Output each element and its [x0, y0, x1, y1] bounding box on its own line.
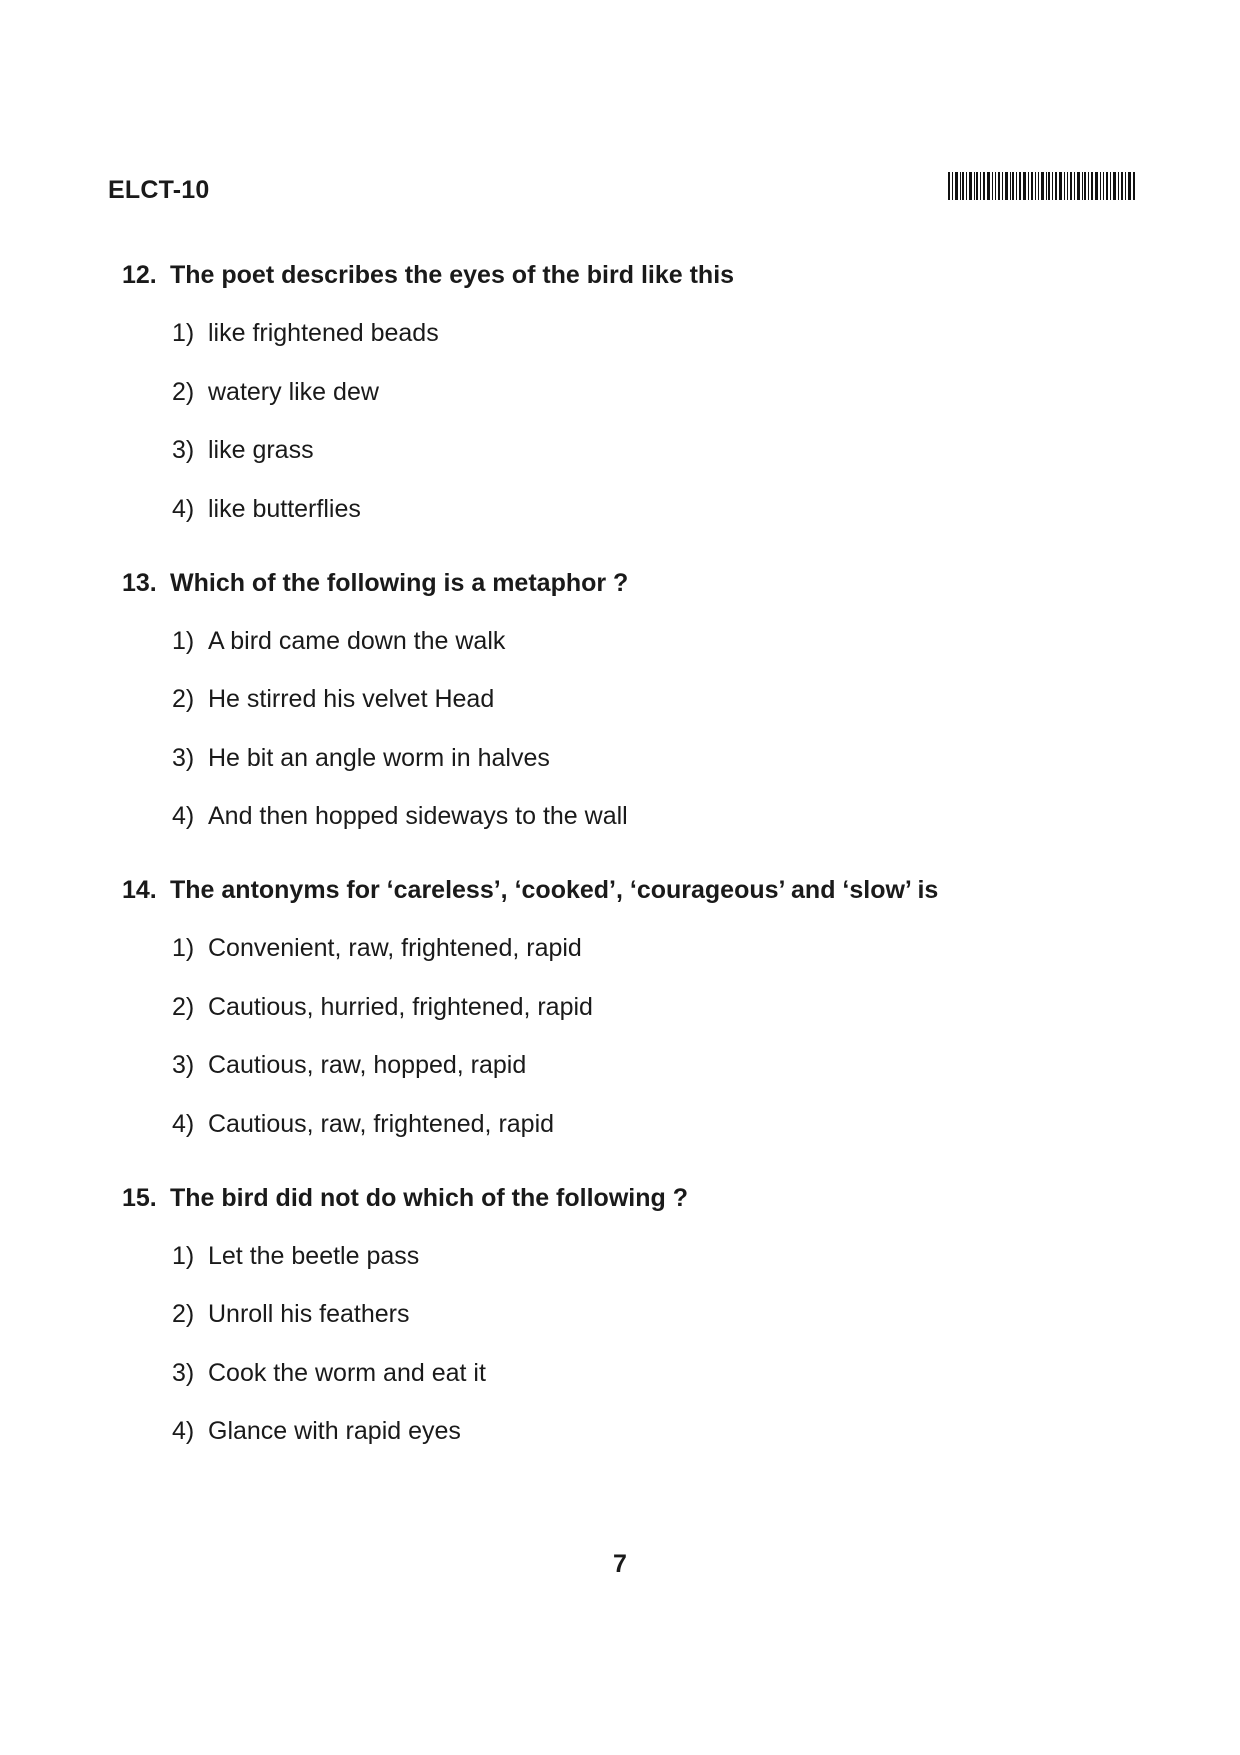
option-text: He bit an angle worm in halves	[208, 743, 550, 772]
question-heading	[122, 873, 1122, 907]
option-number: 2)	[172, 1300, 195, 1328]
option-text: A bird came down the walk	[208, 626, 506, 655]
option-number: 1)	[172, 626, 195, 655]
option-text: He stirred his velvet Head	[208, 685, 495, 713]
option-number: 2)	[172, 377, 195, 406]
question-number: 15.	[122, 1183, 157, 1212]
option-text: Cautious, raw, frightened, rapid	[208, 1109, 555, 1138]
option-text: like frightened beads	[208, 319, 439, 347]
option-3	[172, 1356, 1122, 1390]
option-text: Let the beetle pass	[208, 1241, 420, 1270]
question-number: 12.	[122, 261, 157, 289]
option-number: 4)	[172, 802, 195, 830]
options-list	[122, 1239, 1122, 1449]
option-3	[172, 741, 1122, 775]
page-number: 7	[613, 1550, 627, 1578]
option-text: Cautious, hurried, frightened, rapid	[208, 992, 593, 1021]
option-4	[172, 799, 1122, 833]
option-3	[172, 433, 1122, 467]
option-2	[172, 682, 1122, 716]
question-text: The antonyms for ‘careless’, ‘cooked’, ‘courageous’ and ‘slow’ is	[170, 876, 939, 904]
option-number: 4)	[172, 494, 195, 523]
option-number: 4)	[172, 1109, 195, 1138]
option-number: 1)	[172, 319, 195, 347]
option-1	[172, 316, 1122, 350]
option-1	[172, 931, 1122, 965]
options-list	[122, 316, 1122, 526]
page-header	[108, 172, 1136, 212]
option-number: 3)	[172, 436, 195, 464]
option-2	[172, 990, 1122, 1024]
question-number: 13.	[122, 568, 157, 597]
question-text: The poet describes the eyes of the bird like this	[170, 261, 735, 289]
option-number: 2)	[172, 685, 195, 713]
option-text: watery like dew	[208, 377, 379, 406]
options-list	[122, 624, 1122, 834]
option-text: like butterflies	[208, 494, 361, 523]
question-text: Which of the following is a metaphor ?	[170, 568, 629, 597]
question-heading	[122, 1181, 1122, 1215]
question-list	[122, 258, 1122, 1488]
option-text: like grass	[208, 436, 314, 464]
option-text: Cautious, raw, hopped, rapid	[208, 1051, 527, 1079]
option-4	[172, 1107, 1122, 1141]
question-12	[122, 258, 1122, 526]
option-text: And then hopped sideways to the wall	[208, 802, 628, 830]
option-text: Cook the worm and eat it	[208, 1358, 486, 1387]
option-number: 2)	[172, 992, 195, 1021]
option-text: Glance with rapid eyes	[208, 1417, 461, 1445]
question-heading	[122, 566, 1122, 600]
option-number: 3)	[172, 1051, 195, 1079]
option-3	[172, 1048, 1122, 1082]
question-13	[122, 566, 1122, 834]
option-number: 1)	[172, 934, 195, 962]
option-number: 3)	[172, 743, 195, 772]
option-4	[172, 1414, 1122, 1448]
option-number: 4)	[172, 1417, 195, 1445]
barcode-icon	[948, 172, 1136, 200]
option-text: Convenient, raw, frightened, rapid	[208, 934, 582, 962]
options-list	[122, 931, 1122, 1141]
question-15	[122, 1181, 1122, 1449]
option-1	[172, 1239, 1122, 1273]
question-heading	[122, 258, 1122, 292]
option-1	[172, 624, 1122, 658]
question-14	[122, 873, 1122, 1141]
option-number: 3)	[172, 1358, 195, 1387]
question-text: The bird did not do which of the following ?	[170, 1183, 688, 1212]
option-text: Unroll his feathers	[208, 1300, 410, 1328]
paper-code: ELCT-10	[108, 176, 210, 204]
option-number: 1)	[172, 1241, 195, 1270]
option-2	[172, 375, 1122, 409]
option-4	[172, 492, 1122, 526]
option-2	[172, 1297, 1122, 1331]
question-number: 14.	[122, 876, 157, 904]
